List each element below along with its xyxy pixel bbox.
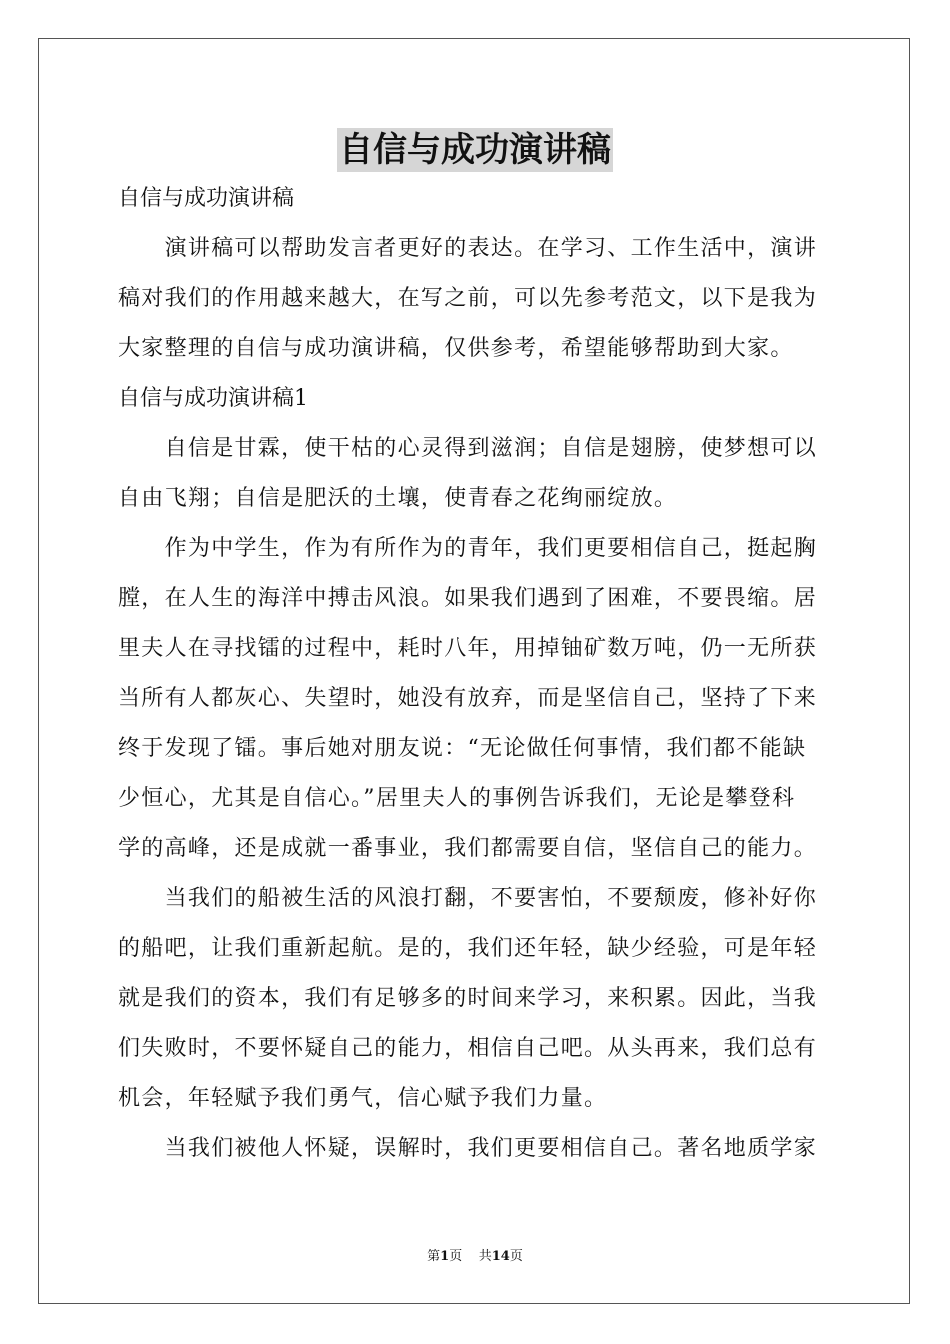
body-line-11: 终于发现了镭。事后她对朋友说：“无论做任何事情，我们都不能缺 [118, 736, 807, 761]
body-line-8: 膛，在人生的海洋中搏击风浪。如果我们遇到了困难，不要畏缩。居 [118, 586, 818, 611]
body-line-9: 里夫人在寻找镭的过程中，耗时八年，用掉铀矿数万吨，仍一无所获 [118, 636, 818, 661]
document-subtitle: 自信与成功演讲稿 [118, 186, 295, 211]
body-line-5: 自信是甘霖，使干枯的心灵得到滋润；自信是翅膀，使梦想可以 [118, 436, 818, 461]
body-line-15: 的船吧，让我们重新起航。是的，我们还年轻，缺少经验，可是年轻 [118, 936, 818, 961]
body-line-10: 当所有人都灰心、失望时，她没有放弃，而是坚信自己，坚持了下来 [118, 686, 818, 711]
total-unit: 页 [509, 1249, 523, 1264]
document-title: 自信与成功演讲稿 [339, 130, 611, 170]
body-line-2: 稿对我们的作用越来越大，在写之前，可以先参考范文，以下是我为 [118, 286, 818, 311]
body-line-14: 当我们的船被生活的风浪打翻，不要害怕，不要颓废，修补好你 [118, 886, 818, 911]
section-heading-1: 自信与成功演讲稿1 [118, 386, 308, 411]
body-line-17: 们失败时，不要怀疑自己的能力，相信自己吧。从头再来，我们总有 [118, 1036, 818, 1061]
body-line-19: 当我们被他人怀疑，误解时，我们更要相信自己。著名地质学家 [118, 1136, 818, 1161]
page-unit: 页 [449, 1249, 463, 1264]
body-line-7: 作为中学生，作为有所作为的青年，我们更要相信自己，挺起胸 [118, 536, 818, 561]
page-prefix: 第 [427, 1249, 441, 1264]
page-footer [0, 1248, 950, 1266]
body-line-1: 演讲稿可以帮助发言者更好的表达。在学习、工作生活中，演讲 [118, 236, 818, 261]
body-line-18: 机会，年轻赋予我们勇气，信心赋予我们力量。 [118, 1086, 608, 1111]
page-total: 14 [491, 1249, 510, 1264]
body-line-3: 大家整理的自信与成功演讲稿，仅供参考，希望能够帮助到大家。 [118, 336, 794, 361]
title-container [0, 128, 950, 172]
body-line-16: 就是我们的资本，我们有足够多的时间来学习，来积累。因此，当我 [118, 986, 818, 1011]
page-border [38, 38, 910, 1304]
body-line-13: 学的高峰，还是成就一番事业，我们都需要自信，坚信自己的能力。 [118, 836, 818, 861]
body-line-6: 自由飞翔；自信是肥沃的土壤，使青春之花绚丽绽放。 [118, 486, 678, 511]
page-current: 1 [440, 1249, 450, 1264]
body-line-12: 少恒心，尤其是自信心。”居里夫人的事例告诉我们，无论是攀登科 [118, 786, 796, 811]
total-prefix: 共 [478, 1249, 492, 1264]
